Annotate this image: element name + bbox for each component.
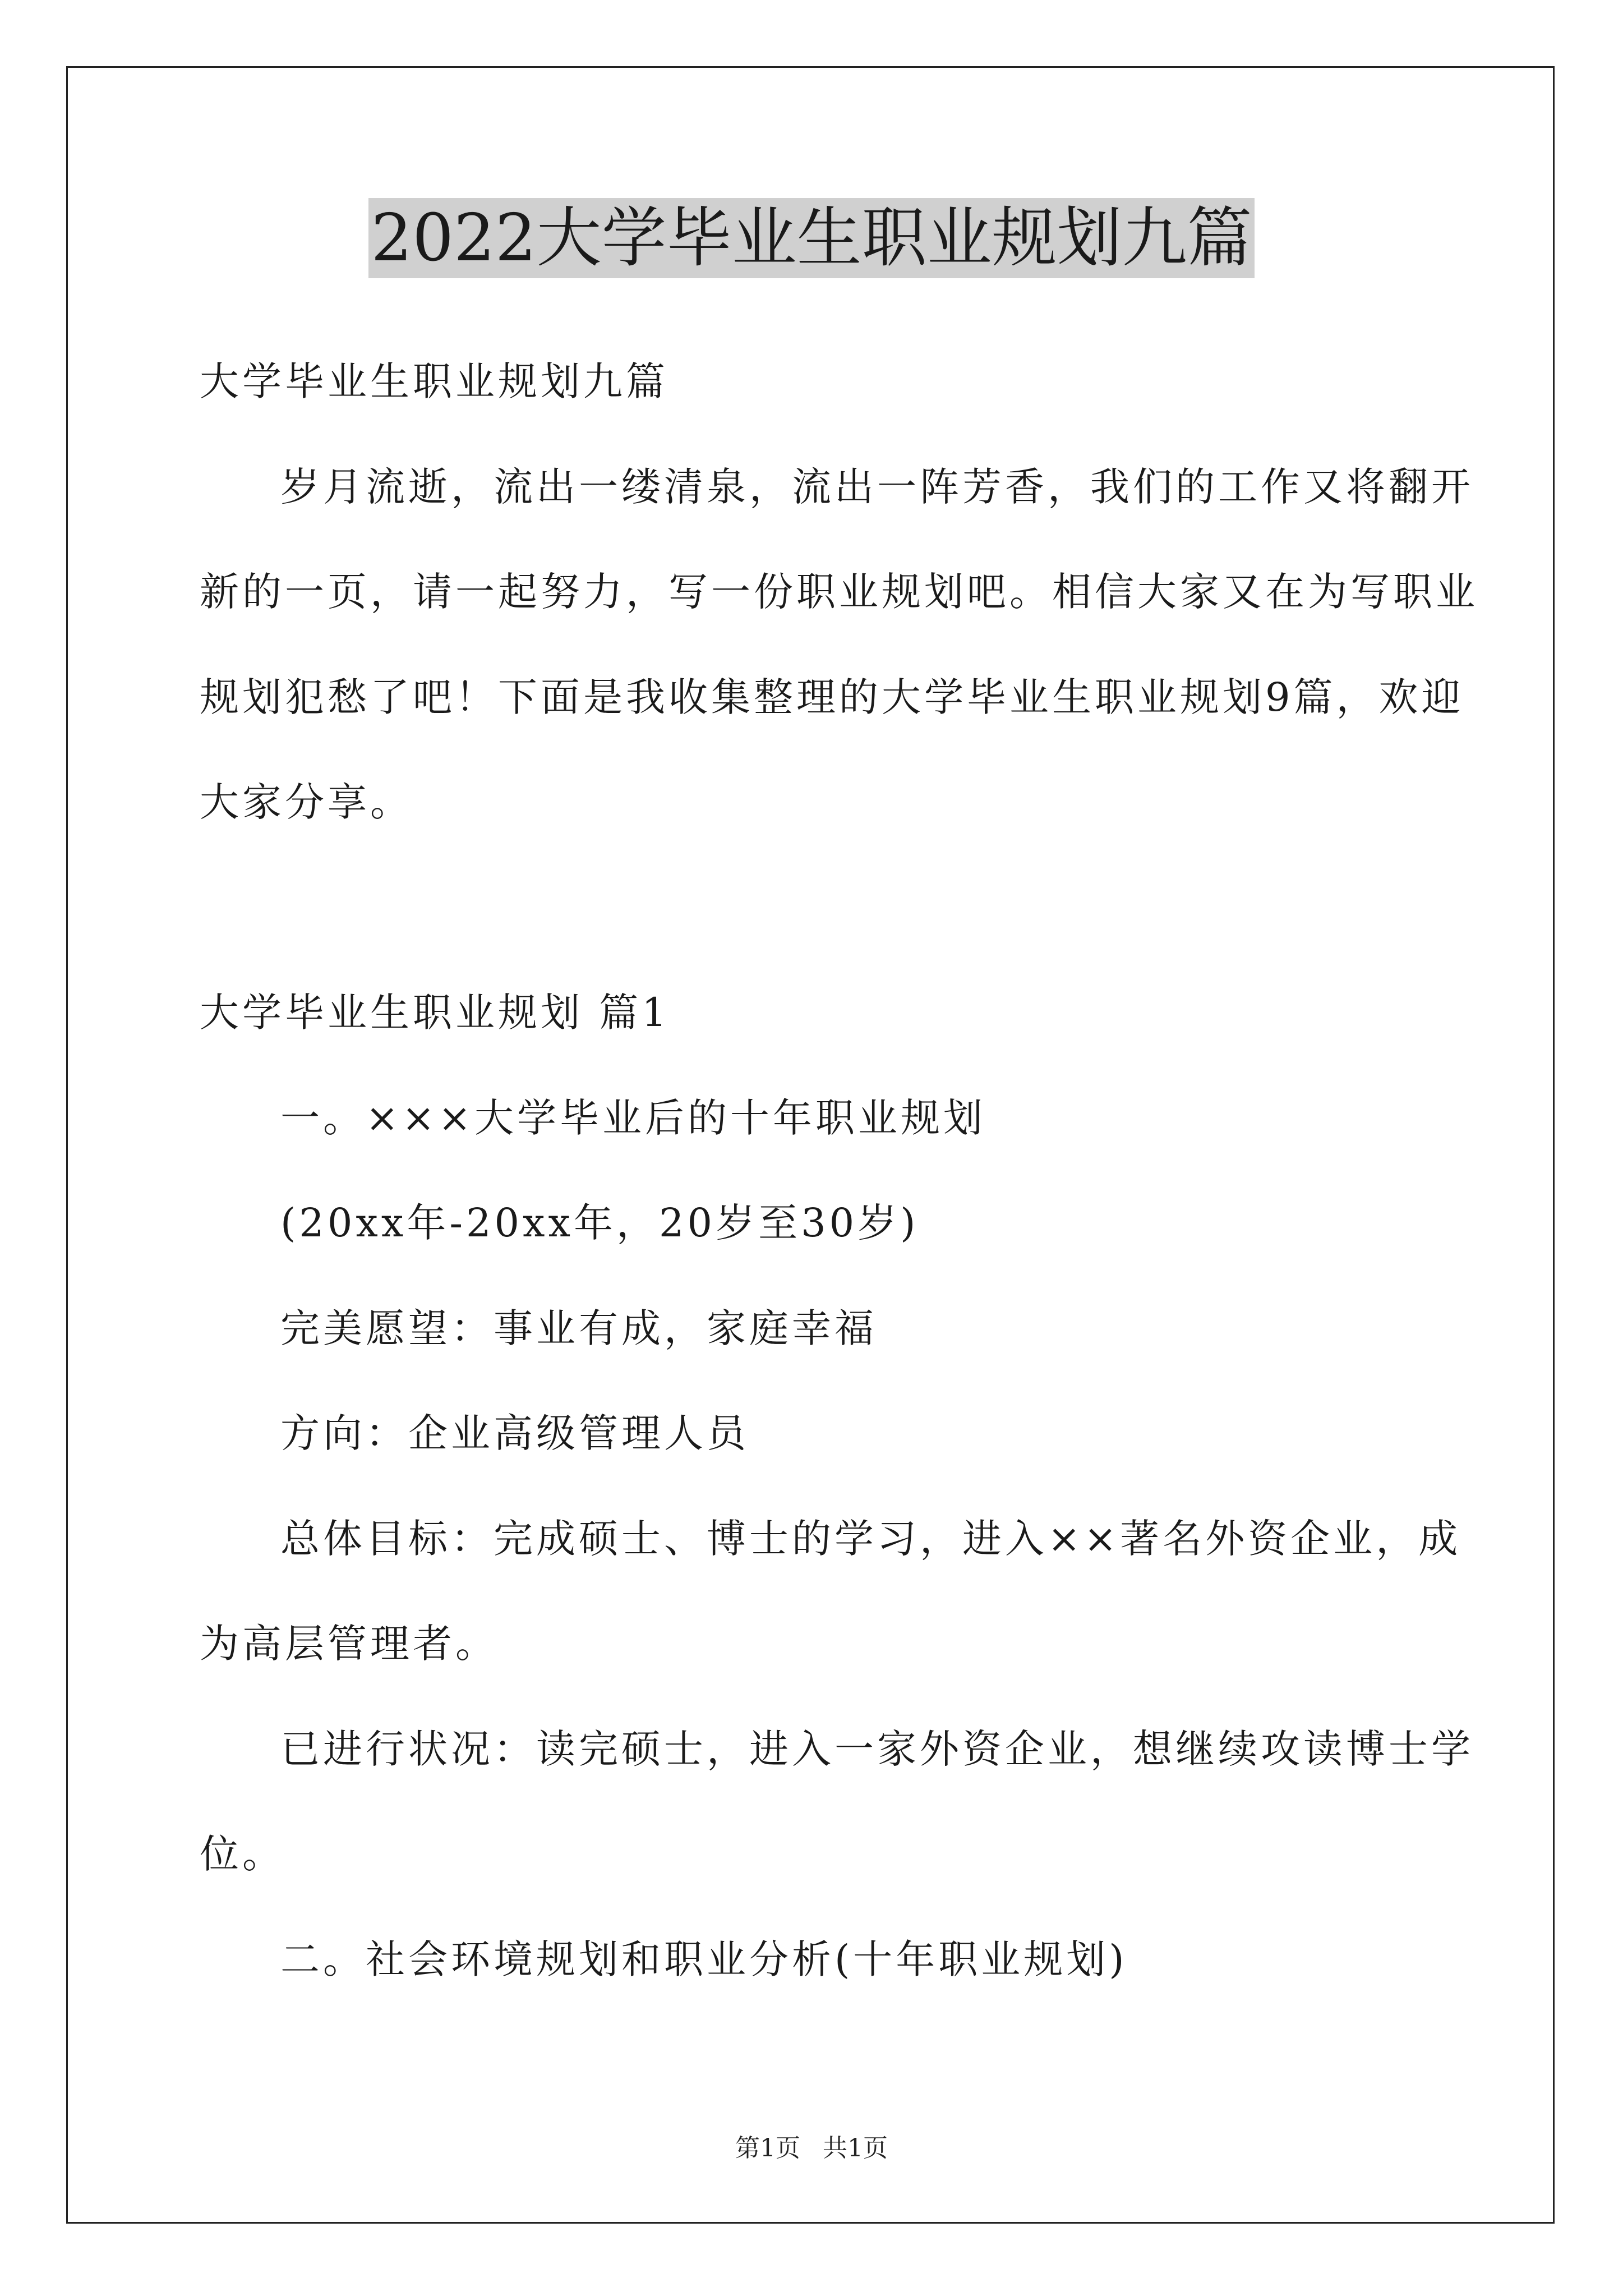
plan-goal-line-2: 为高层管理者。 xyxy=(200,1621,498,1667)
plan-goal-line-1: 总体目标：完成硕士、博士的学习，进入××著名外资企业，成 xyxy=(280,1516,1461,1562)
intro-line-3: 规划犯愁了吧！下面是我收集整理的大学毕业生职业规划9篇，欢迎 xyxy=(200,674,1464,720)
plan-heading: 一。×××大学毕业后的十年职业规划 xyxy=(280,1095,986,1141)
subtitle-line: 大学毕业生职业规划九篇 xyxy=(200,358,668,404)
section-heading-1: 大学毕业生职业规划 篇1 xyxy=(200,990,670,1036)
intro-line-1: 岁月流逝，流出一缕清泉，流出一阵芳香，我们的工作又将翻开 xyxy=(280,464,1474,510)
plan-wish: 完美愿望：事业有成，家庭幸福 xyxy=(280,1305,877,1351)
plan-years: (20xx年-20xx年，20岁至30岁) xyxy=(280,1200,919,1246)
intro-line-2: 新的一页，请一起努力，写一份职业规划吧。相信大家又在为写职业 xyxy=(200,569,1478,615)
document-title-text: 2022大学毕业生职业规划九篇 xyxy=(368,198,1254,278)
intro-line-4: 大家分享。 xyxy=(200,779,413,825)
page-total: 共1页 xyxy=(823,2134,888,2162)
section-two-heading: 二。社会环境规划和职业分析(十年职业规划) xyxy=(280,1936,1128,1982)
page-footer xyxy=(0,2132,1623,2165)
page-number: 第1页 xyxy=(735,2134,800,2162)
plan-status-line-2: 位。 xyxy=(200,1831,285,1877)
plan-status-line-1: 已进行状况：读完硕士，进入一家外资企业，想继续攻读博士学 xyxy=(280,1726,1474,1772)
document-title xyxy=(0,199,1623,278)
plan-direction: 方向：企业高级管理人员 xyxy=(280,1410,749,1456)
